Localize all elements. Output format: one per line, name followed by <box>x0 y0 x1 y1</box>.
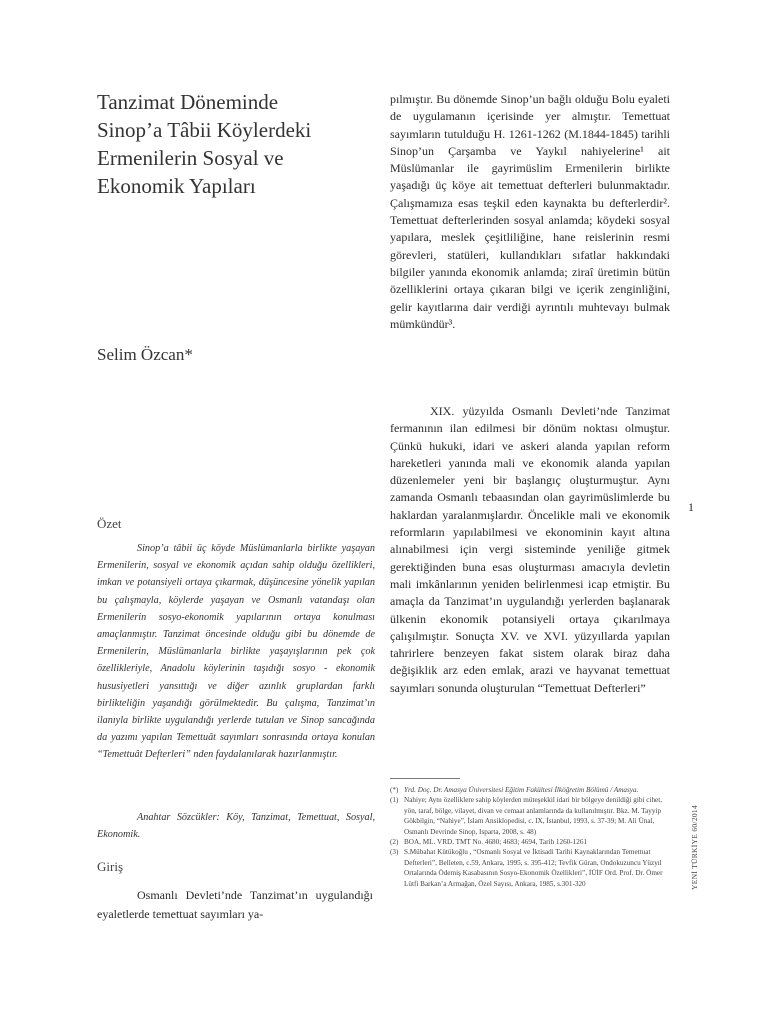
footnote <box>390 847 670 889</box>
introduction-heading: Giriş <box>97 859 123 874</box>
page-number: 1 <box>688 500 694 514</box>
right-column-p1 <box>390 91 670 333</box>
title-line: Sinop’a Tâbii Köylerdeki <box>97 118 312 142</box>
title-line: Ekonomik Yapıları <box>97 174 256 198</box>
introduction-text: Osmanlı Devleti’nde Tanzimat’ın uygulandığı eyaletlerde temettuat sayımları ya- <box>97 888 373 921</box>
footnote-text: S.Mübahat Kütükoğlu , “Osmanlı Sosyal ve İktisadi Tarihi Kaynaklarından Temettuat Defterleri”, Belleten, c.59, Ankara, 1995, s. 395-412; Tevfik Güran, Ondokuzuncu Yüzyıl Ortalarında Ödemiş Kasabasının Sosyo-Ekonomik Özellikleri”, İÜİF Ord. Prof. Dr. Ömer Lütfi Barkan’a Armağan, Özel Sayısı, Ankara, 1985, s.301-320 <box>404 848 663 888</box>
footnote-text: BOA, ML. VRD. TMT No. 4680; 4683; 4694, Tarih 1260-1261 <box>404 838 588 847</box>
abstract-body <box>97 540 375 764</box>
author-name: Selim Özcan* <box>97 345 193 364</box>
right-column-p2 <box>390 403 670 697</box>
footnote <box>390 785 670 795</box>
footnote-divider <box>390 778 460 779</box>
title-line: Tanzimat Döneminde <box>97 90 279 114</box>
footnote-number: (1) <box>390 796 399 805</box>
body-paragraph: XIX. yüzyılda Osmanlı Devleti’nde Tanzimat fermanının ilan edilmesi bir dönüm noktası olmuştur. Çünkü hukuki, idari ve askeri alanda yapılan reform hareketleri yanında mali ve ekonomik alanda yapılan düzenlemeler yeni bir başlangıç oluşturmuştur. Aynı zamanda Osmanlı tebaasından olan gayrimüslimlerde bu haklardan yaralanmışlardır. Öncelikle mali ve ekonomik reformların yapılabilmesi ve ekonominin kayıt altına alınabilmesi için vergi sisteminde yeniliğe gitmek gerektiğinden buna esas oluşturması amacıyla devletin mali imkânlarının yeniden belirlenmesi icap etmiştir. Bu amaçla da Tanzimat’ın uygulandığı yerlerden başlanarak ülkenin ekonomik potansiyeli ortaya çıkarılmaya çalışılmıştır. Sonuçta XV. ve XVI. yüzyıllarda yapılan tahrirlere benzeyen fakat sistem olarak biraz daha değişiklik arz eden emlak, arazi ve hayvanat temettuat sayımları sonunda oluşturulan “Temettuat Defterleri” <box>390 404 670 695</box>
footnote-number: (*) <box>390 786 399 794</box>
abstract-text: Sinop’a tâbii üç köyde Müslümanlarla birlikte yaşayan Ermenilerin, sosyal ve ekonomik açıdan sahip olduğu özellikleri, imkan ve potansiyeli ortaya çıkarmak, düşüncesine yönelik yapılan bu çalışmayla, köylerde yaşayan ve Osmanlı vatandaşı olan Ermenilerin sosyo-ekonomik yapılarının ortaya konulması amaçlanmıştır. Tanzimat öncesinde olduğu gibi bu dönemde de Ermenilerin, Müslümanlarla birlikte yaşayışlarının pek çok özellikleriyle, Anadolu köylerinin taşıdığı sosyo - ekonomik hususiyetleri yansıttığı ve diğer azınlık gruplardan farklı birlikteliğin yaşandığı görülmektedir. Bu çalışma, Tanzimat’ın ilanıyla birlikte uygulandığı yerlerde tutulan ve Sinop sancağında da yazımı yapılan Temettuât sayımları sonrasında ortaya konulan “Temettuât Defterleri” nden faydalanılarak hazırlanmıştır. <box>97 543 375 761</box>
footnote-number: (2) <box>390 838 399 847</box>
journal-name: YENİ TÜRKİYE 60/2014 <box>690 804 699 890</box>
keywords-text: Anahtar Sözcükler: Köy, Tanzimat, Temettuat, Sosyal, Ekonomik. <box>97 812 375 841</box>
title-line: Ermenilerin Sosyal ve <box>97 146 284 170</box>
footnote-number: (3) <box>390 848 399 857</box>
article-title <box>97 88 367 200</box>
abstract-heading: Özet <box>97 516 122 531</box>
footnote-text: Yrd. Doç. Dr. Amasya Üniversitesi Eğitim Fakültesi İlköğretim Bölümü / Amasya. <box>404 786 639 794</box>
footnotes <box>390 785 670 889</box>
footnote-text: Nahiye; Aynı özelliklere sahip köylerden müteşekkil idari bir bölgeye denildiği gibi cihet, yön, taraf, bölge, vilayet, divan ve cemaat anlamlarında da kullanılmıştır. Bkz. M. Tayyip Gökbilgin, “Nahiye”, İslam Ansiklopedisi, c. IX, İstanbul, 1993, s. 37-39; M. Ali Ünal, Osmanlı Devrinde Sinop, Isparta, 2008, s. 48) <box>404 796 663 836</box>
keywords-block <box>97 809 375 843</box>
introduction-body <box>97 886 373 923</box>
footnote <box>390 795 670 837</box>
body-paragraph: pılmıştır. Bu dönemde Sinop’un bağlı olduğu Bolu eyaleti de uygulamanın içerisinde yer almıştır. Temettuat sayımların tutulduğu H. 1261-1262 (M.1844-1845) tarihli Sinop’un Çarşamba ve Yaykıl nahiyelerine¹ ait Müslümanlar ile gayrimüslim Ermenilerin birlikte yaşadığı üç köye ait temettuat defterleri bulunmaktadır. Çalışmamıza esas teşkil eden kaynakta bu defterlerdir². Temettuat defterlerinden sosyal anlamda; köydeki sosyal yapılara, meslek çeşitliliğine, hane reislerinin resmi görevleri, statüleri, kullandıkları sıfatlar hakkındaki bilgiler yanında ekonomik anlamda; ziraî üretimin bütün özelliklerini ortaya çıkaran bilgi ve içerik zenginliğini, gelir kayıtlarına dair verdiği ayrıntılı muhtevayı bulmak mümkündür³. <box>390 92 670 331</box>
footnote <box>390 837 670 847</box>
